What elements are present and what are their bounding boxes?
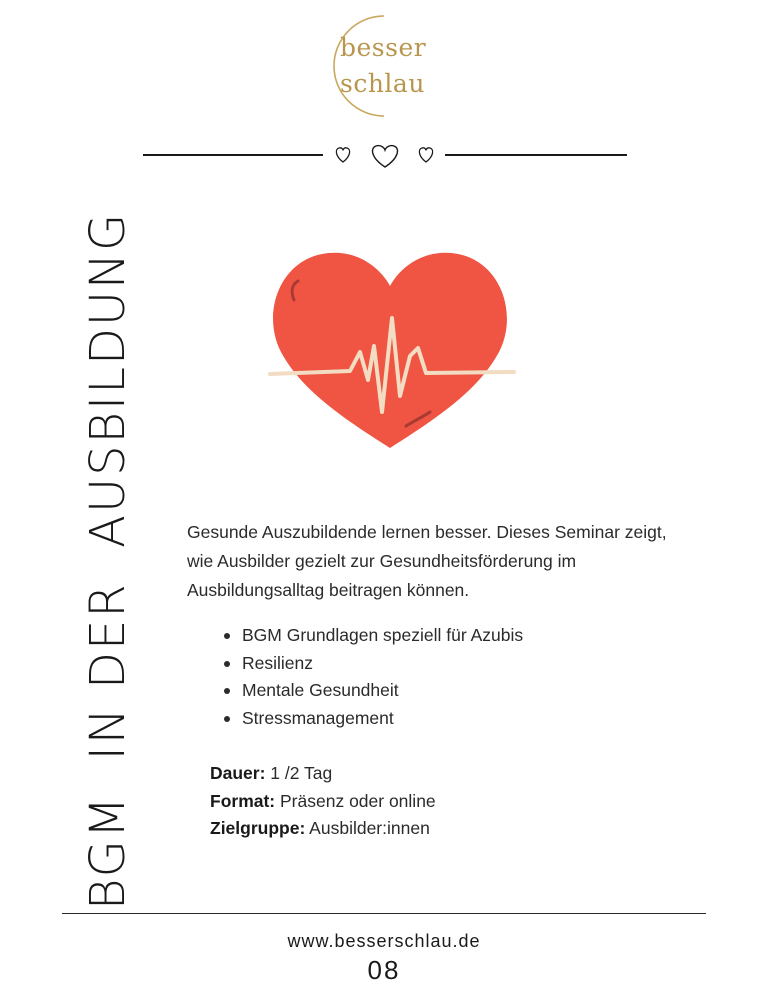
list-item: Mentale Gesundheit: [220, 677, 523, 705]
duration-label: Dauer:: [210, 763, 266, 783]
page-number: 08: [367, 955, 401, 985]
divider-line-right: [445, 154, 627, 156]
footer-divider: [62, 913, 706, 914]
list-item: Resilienz: [220, 650, 523, 678]
audience-row: [210, 815, 436, 843]
heart-divider: [143, 140, 627, 170]
divider-line-left: [143, 154, 323, 156]
list-item: BGM Grundlagen speziell für Azubis: [220, 622, 523, 650]
topic-list: [220, 622, 523, 732]
heart-line-icon: [333, 140, 437, 170]
logo-word-besser: besser: [340, 33, 427, 62]
audience-label: Zielgruppe:: [210, 818, 306, 838]
vertical-page-title: BGM IN DER AUSBILDUNG: [80, 211, 136, 910]
format-label: Format:: [210, 790, 276, 811]
format-row: [210, 788, 436, 816]
website-link[interactable]: www.besserschlau.de: [287, 931, 481, 951]
logo: [322, 12, 446, 118]
duration-row: [210, 760, 436, 788]
seminar-details: [210, 760, 436, 843]
logo-word-schlau: schlau: [340, 69, 425, 98]
duration-value: 1 /2 Tag: [265, 763, 333, 783]
intro-paragraph: Gesunde Auszubildende lernen besser. Dieses Seminar zeigt, wie Ausbilder gezielt zur Gesundheitsförderung im Ausbildungsalltag beitragen können.: [187, 522, 667, 600]
list-item: Stressmanagement: [220, 705, 523, 733]
logo-arc: [322, 12, 446, 118]
audience-value: Ausbilder:innen: [305, 818, 430, 838]
heart-illustration: [266, 250, 518, 450]
format-value: Präsenz oder online: [275, 790, 436, 811]
